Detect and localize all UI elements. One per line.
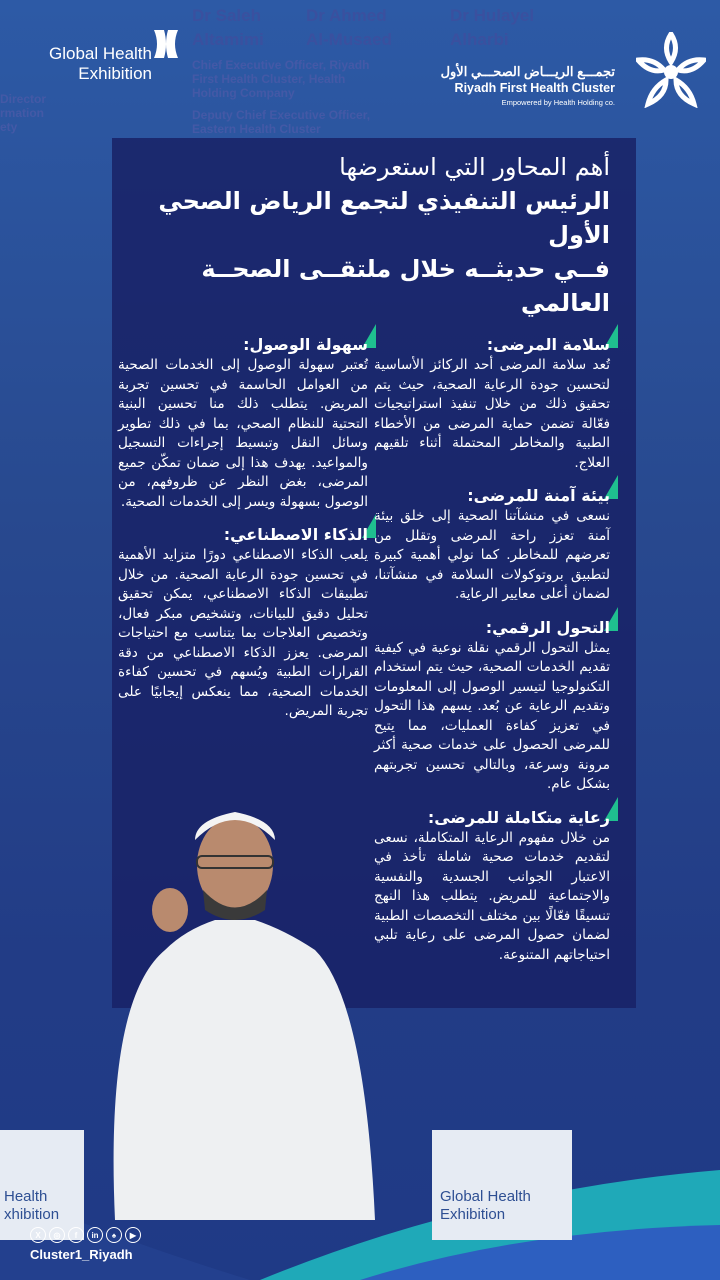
section-patient-safety xyxy=(374,334,610,473)
social-icons xyxy=(30,1227,141,1243)
global-health-exhibition-logo xyxy=(30,44,152,84)
section-digital-transformation xyxy=(374,617,610,795)
stage-panel-left xyxy=(0,1130,84,1240)
section-accessibility xyxy=(118,334,368,512)
section-body: يمثل التحول الرقمي نقلة نوعية في كيفية تقديم الخدمات الصحية، حيث يتم استخدام التكنولوجيا لتيسير الوصول إلى المعلومات وتقديم الرعاية عن بُعد. يسهم هذا التحول في تعزيز كفاءة العمليات، مما يتيح للمرضى الحصول على خدمات صحية أكثر مرونة وسرعة، وبالتالي تحسين تجربتهم بشكل عام. xyxy=(374,639,610,792)
section-body: من خلال مفهوم الرعاية المتكاملة، نسعى لتقديم خدمات صحية شاملة تأخذ في الاعتبار الجوانب الجسدية والنفسية والاجتماعية للمريض. يتطلب هذا النهج تنسيقًا فعّالًا بين مختلف التخصصات الطبية لضمان حصول المرضى على رعاية تلبي احتياجاتهم المتنوعة. xyxy=(374,829,610,963)
bg-text: Eastern Health Cluster xyxy=(192,122,321,136)
ghe-x-mark-icon xyxy=(152,30,180,58)
instagram-icon[interactable]: ◎ xyxy=(49,1227,65,1243)
title-line: أهم المحاور التي استعرضها xyxy=(339,153,610,181)
title-line: الرئيس التنفيذي لتجمع الرياض الصحي الأول xyxy=(158,187,610,249)
title-line: فــي حديثــه خلال ملتقــى الصحــة العالمي xyxy=(201,255,610,317)
stage-panel-right xyxy=(432,1130,572,1240)
section-artificial-intelligence xyxy=(118,524,368,722)
stage-text: Exhibition xyxy=(440,1206,506,1223)
section-heading: بيئة آمنة للمرضى: xyxy=(467,486,610,505)
bg-text: Altamimi xyxy=(192,30,264,49)
section-body: تُعتبر سهولة الوصول إلى الخدمات الصحية من العوامل الحاسمة في تحسين تجربة المريض. يتطلب ذلك منا تحسين البنية التحتية للنظام الصحي، بما في ذلك تطوير وسائل النقل وتبسيط إجراءات التسجيل والمواعيد. يهدف هذا إلى ضمان تمكّن جميع المرضى، بغض النظر عن ظروفهم، من الوصول بسهولة ويسر إلى الخدمات الصحية. xyxy=(118,357,368,510)
logo-text: Exhibition xyxy=(78,64,152,83)
section-safe-environment xyxy=(374,485,610,605)
stage-text: Global Health xyxy=(440,1188,531,1205)
bg-speaker-role xyxy=(192,58,369,100)
bg-text: Alharbi xyxy=(450,30,509,49)
bg-text: Dr Ahmed xyxy=(306,6,387,25)
facebook-icon[interactable]: f xyxy=(68,1227,84,1243)
social-handle: Cluster1_Riyadh xyxy=(30,1247,133,1262)
logo-text: Global Health xyxy=(48,44,152,63)
bg-text: Al-Musaed xyxy=(306,30,392,49)
bg-text: ety xyxy=(0,120,18,134)
bg-text: Dr Hulayel xyxy=(450,6,535,25)
stage-text: Health xyxy=(4,1188,48,1205)
riyadh-first-health-cluster-logo xyxy=(441,64,615,107)
section-heading: التحول الرقمي: xyxy=(485,617,610,637)
section-body: تُعد سلامة المرضى أحد الركائز الأساسية لتحسين جودة الرعاية الصحية، حيث يتم تحقيق ذلك من خلال تنفيذ استراتيجيات فعّالة تضمن حماية المرضى من الأخطاء الطبية والمخاطر المحتملة أثناء تلقيهم العلاج. xyxy=(374,357,610,471)
columns xyxy=(118,334,610,977)
section-integrated-care xyxy=(374,807,610,966)
logo-text-arabic: تجمـــع الريـــاض الصحـــي الأول xyxy=(440,64,615,79)
bg-speaker-name xyxy=(450,4,534,52)
logo-text-english: Riyadh First Health Cluster xyxy=(454,81,615,95)
section-heading: سلامة المرضى: xyxy=(486,335,610,354)
page-title xyxy=(118,150,610,320)
right-column xyxy=(374,334,610,977)
section-heading: سهولة الوصول: xyxy=(243,335,368,354)
stage-text: xhibition xyxy=(4,1206,60,1223)
content xyxy=(118,150,610,977)
bg-text: rmation xyxy=(0,106,45,120)
x-icon[interactable]: X xyxy=(30,1227,46,1243)
bg-fragment xyxy=(0,92,46,134)
snapchat-icon[interactable]: ♠ xyxy=(106,1227,122,1243)
bg-speaker-name xyxy=(192,4,264,52)
left-column xyxy=(118,334,368,734)
bg-text: Director xyxy=(0,92,47,106)
section-heading: رعاية متكاملة للمرضى: xyxy=(427,807,610,827)
bg-text: Dr Saleh xyxy=(192,6,261,25)
youtube-icon[interactable]: ▶ xyxy=(125,1227,141,1243)
bg-speaker-role xyxy=(192,108,370,136)
section-heading: الذكاء الاصطناعي: xyxy=(223,525,368,544)
bg-text: Chief Executive Officer, Riyadh xyxy=(192,58,370,72)
bg-text: Holding Company xyxy=(192,86,295,100)
logo-tagline: Empowered by Health Holding co. xyxy=(501,98,615,107)
cluster-star-logo-icon xyxy=(636,32,706,108)
section-body: نسعى في منشآتنا الصحية إلى خلق بيئة آمنة تعزز راحة المرضى وتقلل من تعرضهم للمخاطر. كما نولي أهمية كبيرة لتطبيق بروتوكولات السلامة في منشآتنا، لضمان أعلى معايير الرعاية. xyxy=(374,508,610,602)
bg-text: First Health Cluster, Health xyxy=(192,72,346,86)
bg-text: Deputy Chief Executive Officer, xyxy=(192,108,371,122)
linkedin-icon[interactable]: in xyxy=(87,1227,103,1243)
section-body: يلعب الذكاء الاصطناعي دورًا متزايد الأهمية في تحسين جودة الرعاية الصحية. من خلال تطبيقات الذكاء الاصطناعي، يمكن تحقيق تحليل دقيق للبيانات، وتشخيص مبكر فعال، وتخصيص العلاجات بما يتناسب مع احتياجات المرضى. يعزز الذكاء الاصطناعي من دقة القرارات الطبية ويُسهم في تحسين كفاءة الخدمات الصحية، مما ينعكس إيجابيًا على تجربة المريض. xyxy=(118,547,368,719)
bg-speaker-name xyxy=(306,4,392,52)
